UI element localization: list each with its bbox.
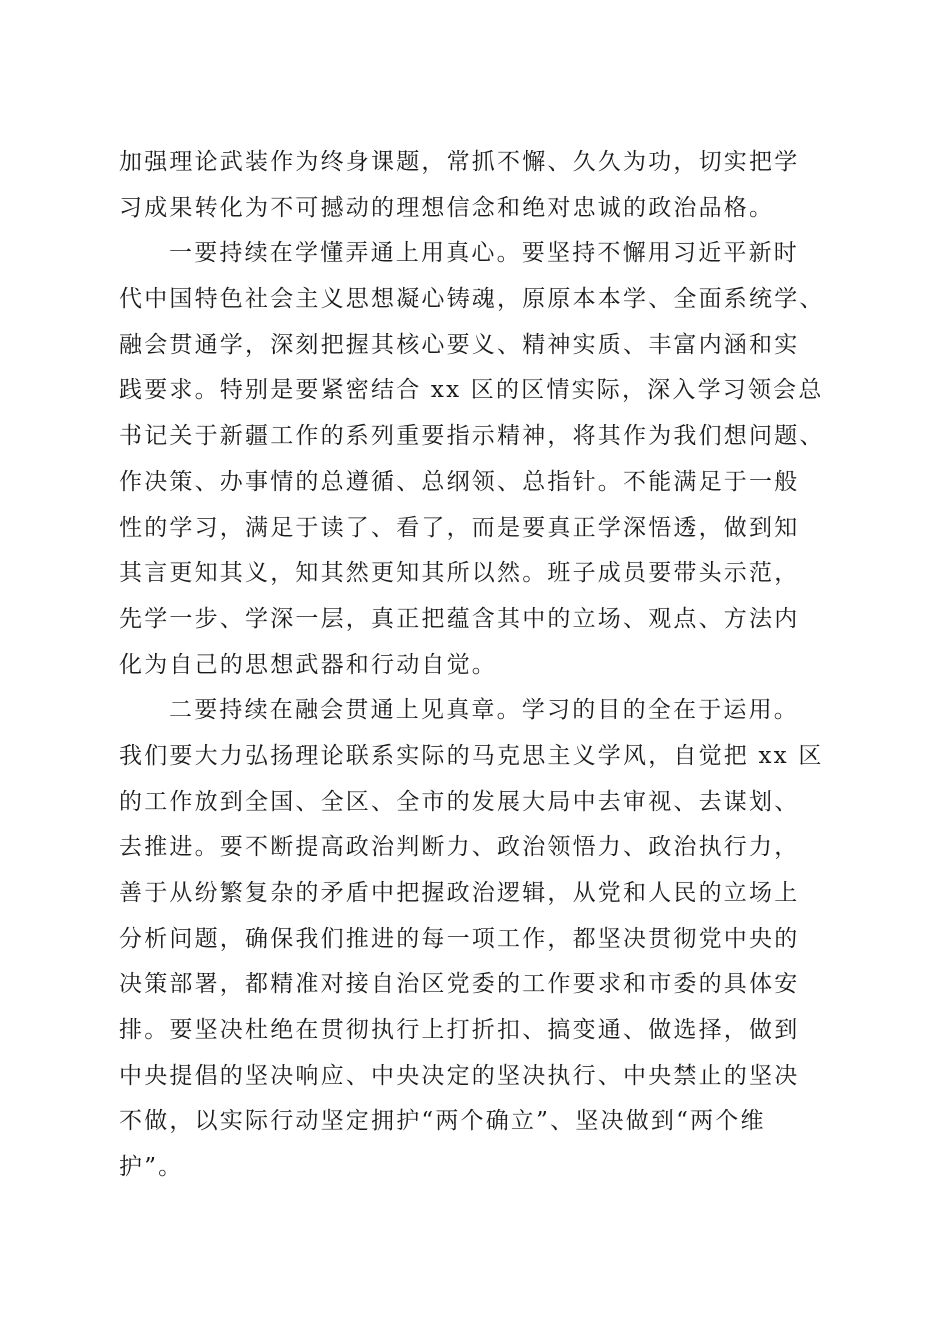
text-line: 去推进。要不断提高政治判断力、政治领悟力、政治执行力，	[119, 834, 800, 861]
text-line: 代中国特色社会主义思想凝心铸魂，原原本本学、全面系统学、	[119, 286, 825, 313]
text-line: 作决策、办事情的总遵循、总纲领、总指针。不能满足于一般	[119, 468, 800, 495]
paragraph-first-line: 二要持续在融会贯通上见真章。学习的目的全在于运用。	[169, 697, 799, 724]
text-line: 我们要大力弘扬理论联系实际的马克思主义学风，自觉把 xx 区	[119, 742, 824, 769]
text-line: 分析问题，确保我们推进的每一项工作，都坚决贯彻党中央的	[119, 925, 800, 952]
text-line: 的工作放到全国、全区、全市的发展大局中去审视、去谋划、	[119, 788, 800, 815]
text-line: 先学一步、学深一层，真正把蕴含其中的立场、观点、方法内	[119, 605, 800, 632]
text-line: 中央提倡的坚决响应、中央决定的坚决执行、中央禁止的坚决	[119, 1062, 800, 1089]
text-line: 加强理论武装作为终身课题，常抓不懈、久久为功，切实把学	[119, 149, 800, 175]
text-line: 决策部署，都精准对接自治区党委的工作要求和市委的具体安	[119, 971, 800, 998]
text-line: 书记关于新疆工作的系列重要指示精神，将其作为我们想问题、	[119, 423, 825, 450]
text-line: 化为自己的思想武器和行动自觉。	[119, 651, 497, 678]
text-line: 不做，以实际行动坚定拥护“两个确立”、坚决做到“两个维	[119, 1108, 766, 1135]
text-line: 习成果转化为不可撼动的理想信念和绝对忠诚的政治品格。	[119, 194, 775, 221]
text-line: 排。要坚决杜绝在贯彻执行上打折扣、搞变通、做选择，做到	[119, 1017, 800, 1044]
text-line: 性的学习，满足于读了、看了，而是要真正学深悟透，做到知	[119, 514, 800, 541]
paragraph-first-line: 一要持续在学懂弄通上用真心。要坚持不懈用习近平新时	[169, 240, 799, 267]
text-line: 护”。	[119, 1154, 184, 1181]
text-line: 践要求。特别是要紧密结合 xx 区的区情实际，深入学习领会总	[119, 377, 824, 404]
text-line: 其言更知其义，知其然更知其所以然。班子成员要带头示范，	[119, 560, 800, 587]
text-line: 融会贯通学，深刻把握其核心要义、精神实质、丰富内涵和实	[119, 331, 800, 358]
text-line: 善于从纷繁复杂的矛盾中把握政治逻辑，从党和人民的立场上	[119, 880, 800, 906]
document-body	[119, 140, 831, 1191]
